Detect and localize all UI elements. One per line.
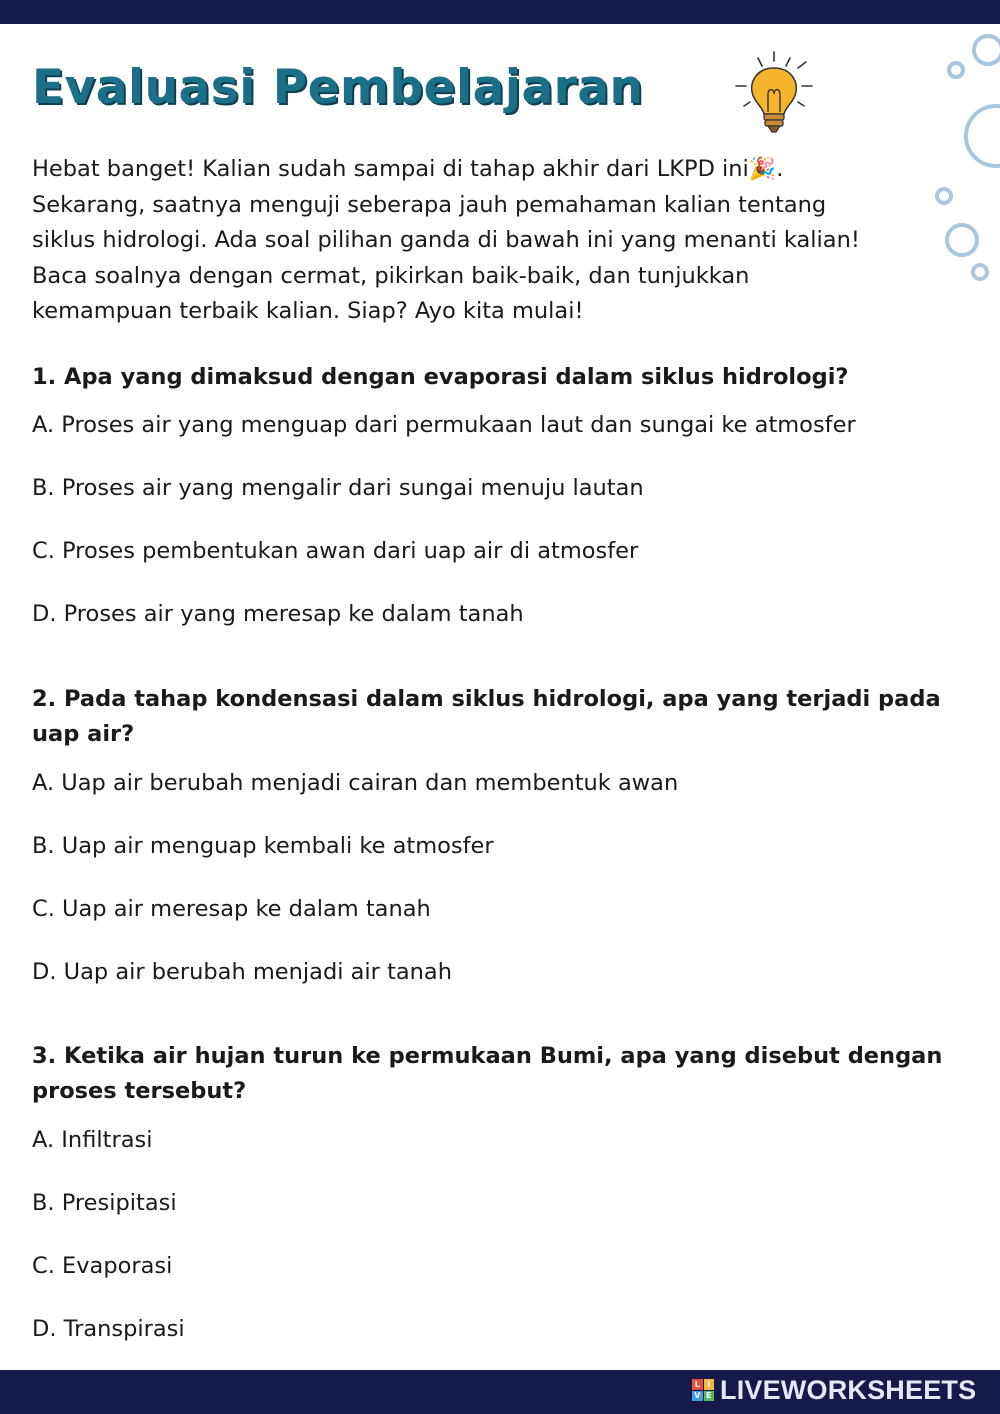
question-3-option-d[interactable]: D. Transpirasi: [32, 1316, 185, 1342]
intro-line: Baca soalnya dengan cermat, pikirkan baik-baik, dan tunjukkan: [32, 262, 750, 289]
intro-line: kemampuan terbaik kalian. Siap? Ayo kita mulai!: [32, 298, 584, 324]
page-title: Evaluasi Pembelajaran: [32, 60, 644, 115]
intro-line: Hebat banget! Kalian sudah sampai di tahap akhir dari LKPD ini🎉.: [32, 156, 784, 182]
question-3-option-a[interactable]: A. Infiltrasi: [32, 1127, 153, 1153]
question-2-option-c[interactable]: C. Uap air meresap ke dalam tanah: [32, 896, 431, 922]
question-2-option-d[interactable]: D. Uap air berubah menjadi air tanah: [32, 959, 452, 985]
question-1-option-b[interactable]: B. Proses air yang mengalir dari sungai menuju lautan: [32, 475, 644, 501]
question-3-option-c[interactable]: C. Evaporasi: [32, 1253, 173, 1279]
intro-line: Sekarang, saatnya menguji seberapa jauh pemahaman kalian tentang: [32, 191, 827, 218]
top-bar: [0, 0, 1000, 24]
question-1-option-d[interactable]: D. Proses air yang meresap ke dalam tanah: [32, 601, 524, 627]
intro-paragraph: [32, 152, 932, 330]
bubbles-decoration: [930, 24, 1000, 294]
question-2-option-b[interactable]: B. Uap air menguap kembali ke atmosfer: [32, 833, 494, 859]
question-2-option-a[interactable]: A. Uap air berubah menjadi cairan dan membentuk awan: [32, 770, 679, 796]
question-1-option-a[interactable]: A. Proses air yang menguap dari permukaan laut dan sungai ke atmosfer: [32, 412, 856, 438]
party-popper-icon: 🎉: [748, 157, 777, 182]
brand-name: LIVEWORKSHEETS: [720, 1374, 977, 1405]
question-2: 2. Pada tahap kondensasi dalam siklus hidrologi, apa yang terjadi pada uap air?: [32, 686, 941, 747]
intro-line: siklus hidrologi. Ada soal pilihan ganda di bawah ini yang menanti kalian!: [32, 227, 860, 253]
question-3-option-b[interactable]: B. Presipitasi: [32, 1190, 177, 1216]
question-3: 3. Ketika air hujan turun ke permukaan Bumi, apa yang disebut dengan proses tersebut?: [32, 1043, 943, 1104]
question-1-option-c[interactable]: C. Proses pembentukan awan dari uap air di atmosfer: [32, 538, 639, 564]
lightbulb-icon: [728, 48, 820, 140]
question-1: 1. Apa yang dimaksud dengan evaporasi dalam siklus hidrologi?: [32, 364, 849, 390]
liveworksheets-logo-icon: L I V E: [692, 1379, 714, 1401]
liveworksheets-brand[interactable]: [692, 1375, 976, 1405]
